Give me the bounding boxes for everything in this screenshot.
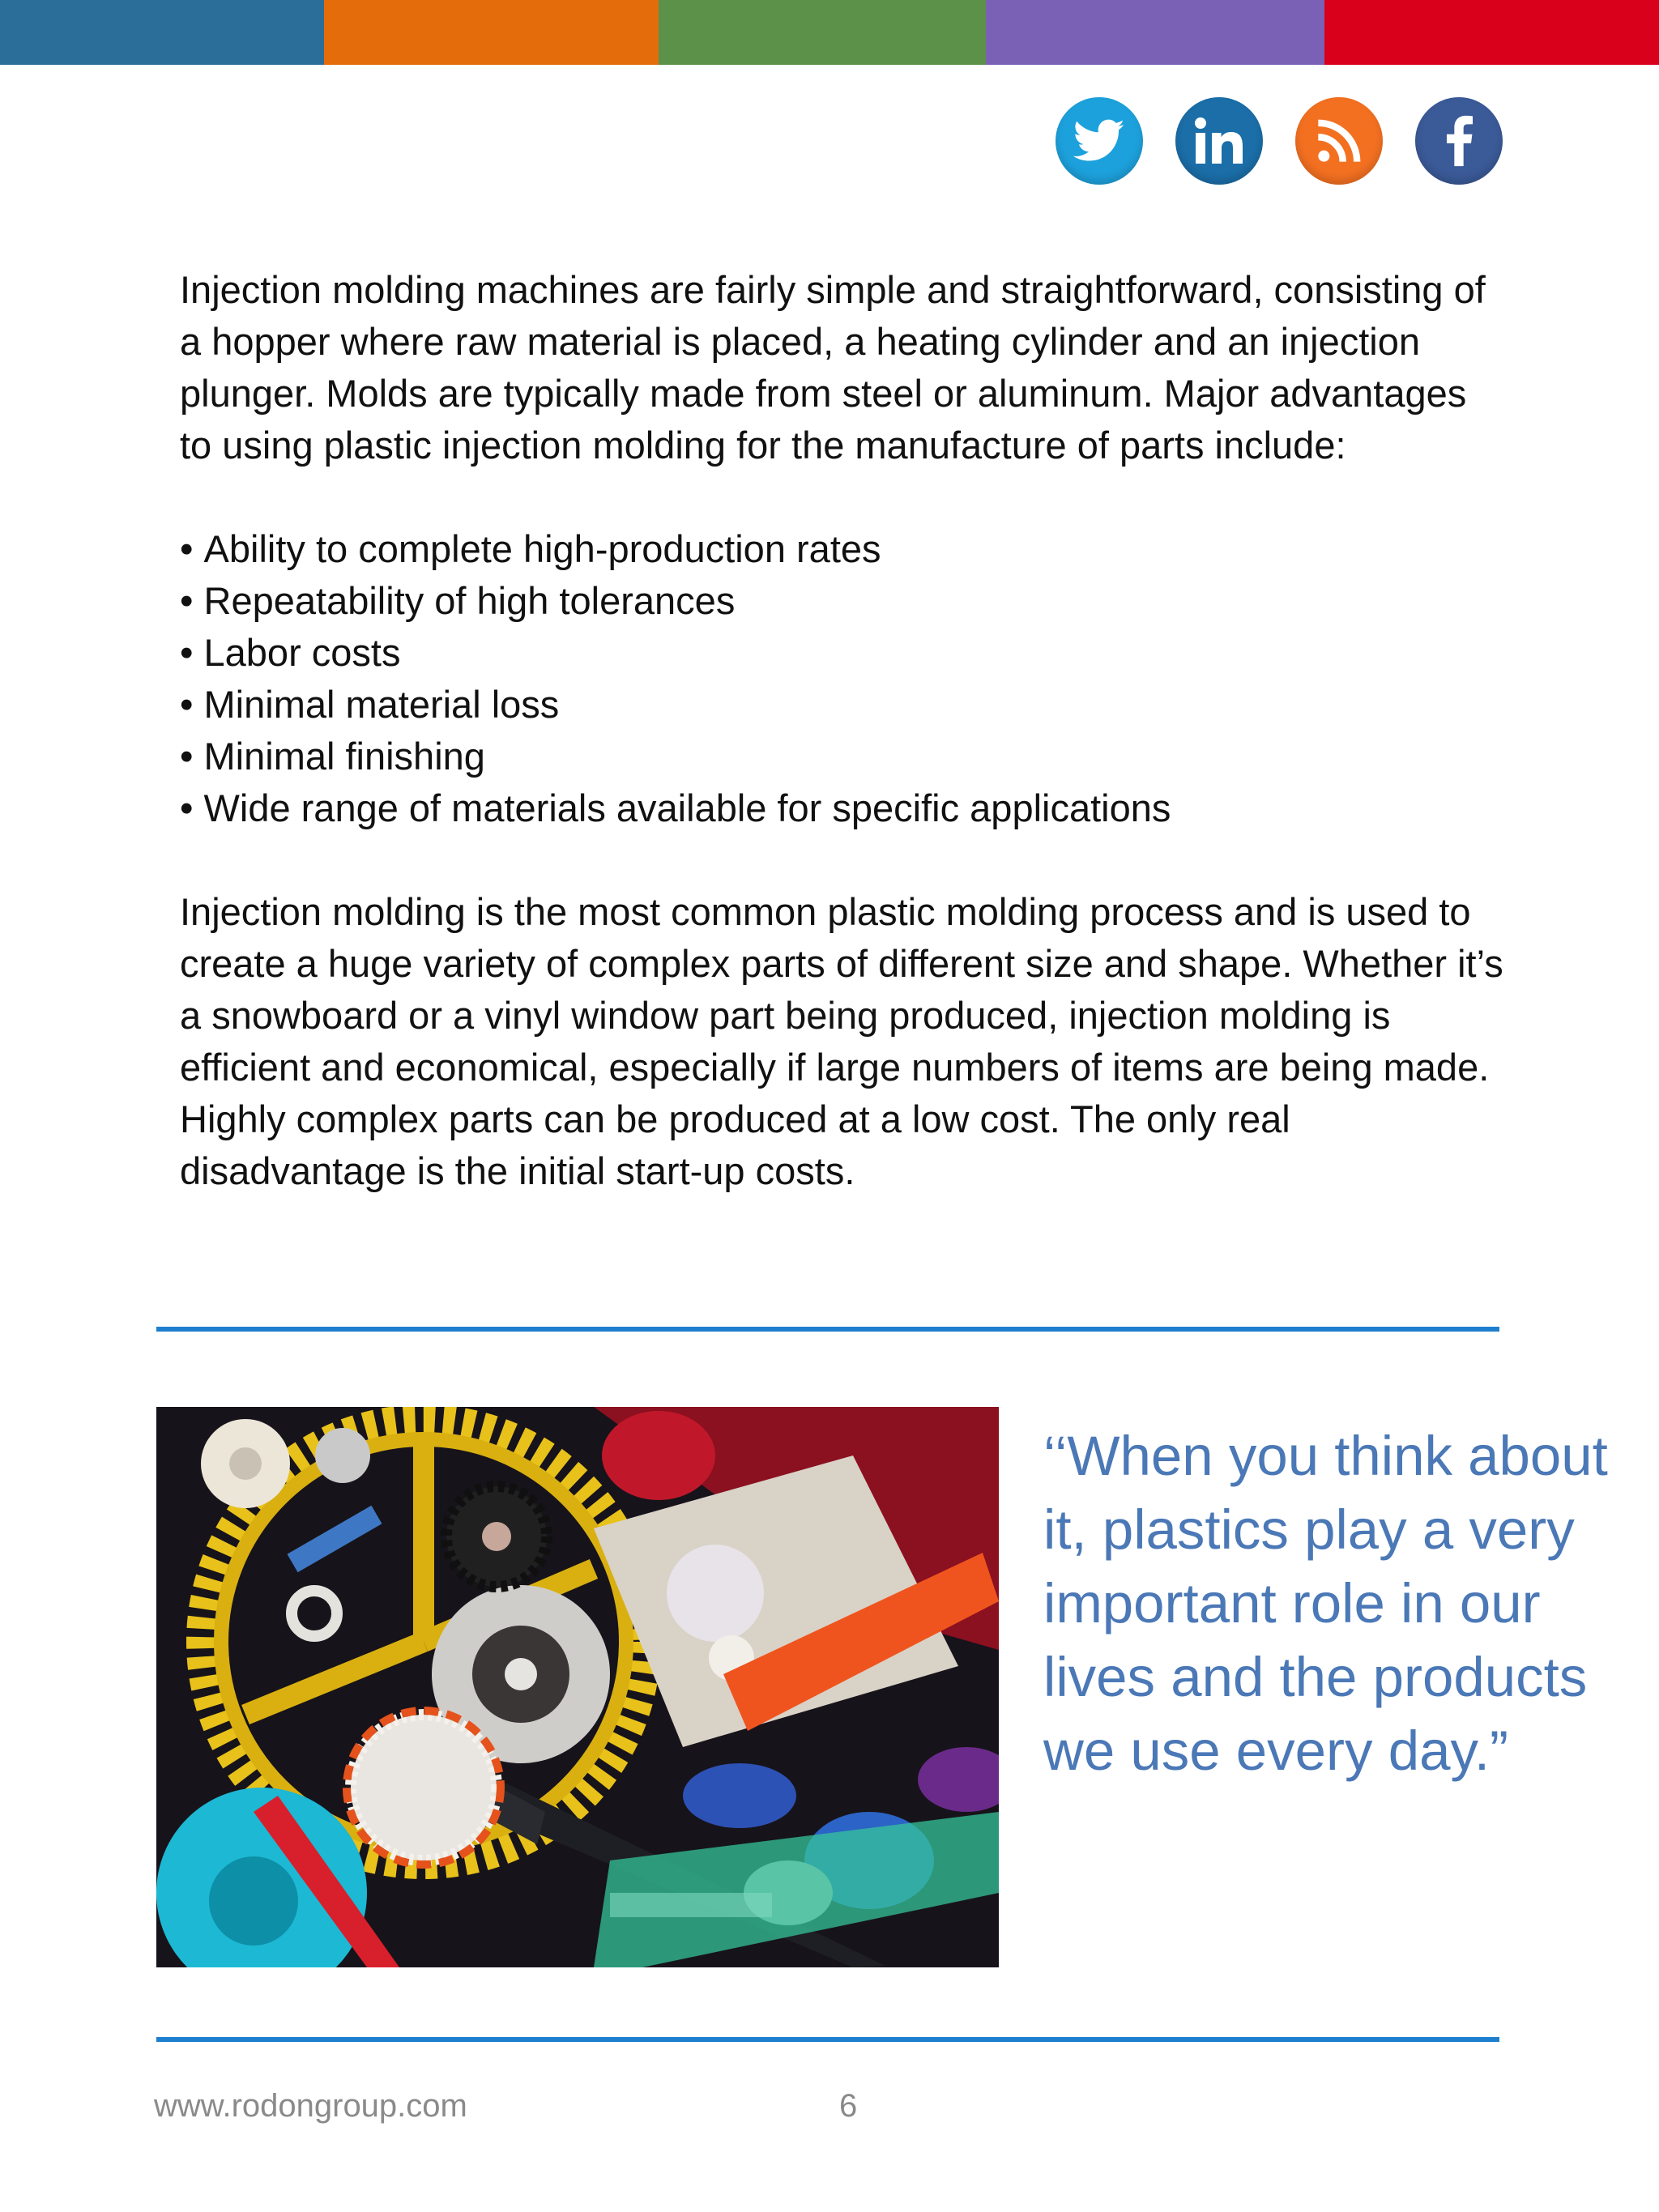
facebook-icon[interactable] (1415, 97, 1503, 185)
color-bar-orange (324, 0, 659, 65)
color-bar-purple (986, 0, 1324, 65)
top-divider (156, 1327, 1499, 1332)
footer-url: www.rodongroup.com (154, 2088, 467, 2124)
bottom-divider (156, 2037, 1499, 2042)
pull-quote: ‘‘When you think about it, plastics play a very important role in our lives and the products we use every day.” (1043, 1425, 1608, 1782)
plastic-parts-photo (156, 1407, 999, 1967)
intro-paragraph: Injection molding machines are fairly simple and straightforward, consisting of a hopper where raw material is placed, a heating cylinder and an injection plunger. Molds are typically made from steel or aluminum. Major advantages to using plastic injection molding for the manufacture of parts include: (180, 268, 1486, 467)
linkedin-icon[interactable] (1175, 97, 1263, 185)
list-item: • Labor costs (180, 627, 1508, 679)
rss-icon[interactable] (1295, 97, 1383, 185)
list-item: • Wide range of materials available for specific applications (180, 782, 1508, 834)
advantages-list (180, 523, 1508, 834)
twitter-icon[interactable] (1056, 97, 1143, 185)
color-bar (0, 0, 1659, 65)
list-item: • Minimal finishing (180, 731, 1508, 782)
list-item: • Repeatability of high tolerances (180, 575, 1508, 627)
page-number: 6 (839, 2088, 858, 2124)
list-item: • Minimal material loss (180, 679, 1508, 731)
closing-paragraph: Injection molding is the most common plastic molding process and is used to create a huge variety of complex parts of different size and shape. Whether it’s a snowboard or a vinyl window part being produced, injection molding is efficient and economical, especially if large numbers of items are being made. Highly complex parts can be produced at a low cost. The only real disadvantage is the initial start-up costs. (180, 890, 1503, 1192)
color-bar-green (659, 0, 986, 65)
body-text (180, 264, 1508, 1197)
list-item: • Ability to complete high-production rates (180, 523, 1508, 575)
color-bar-blue (0, 0, 324, 65)
social-links (1056, 97, 1503, 185)
color-bar-red (1324, 0, 1659, 65)
